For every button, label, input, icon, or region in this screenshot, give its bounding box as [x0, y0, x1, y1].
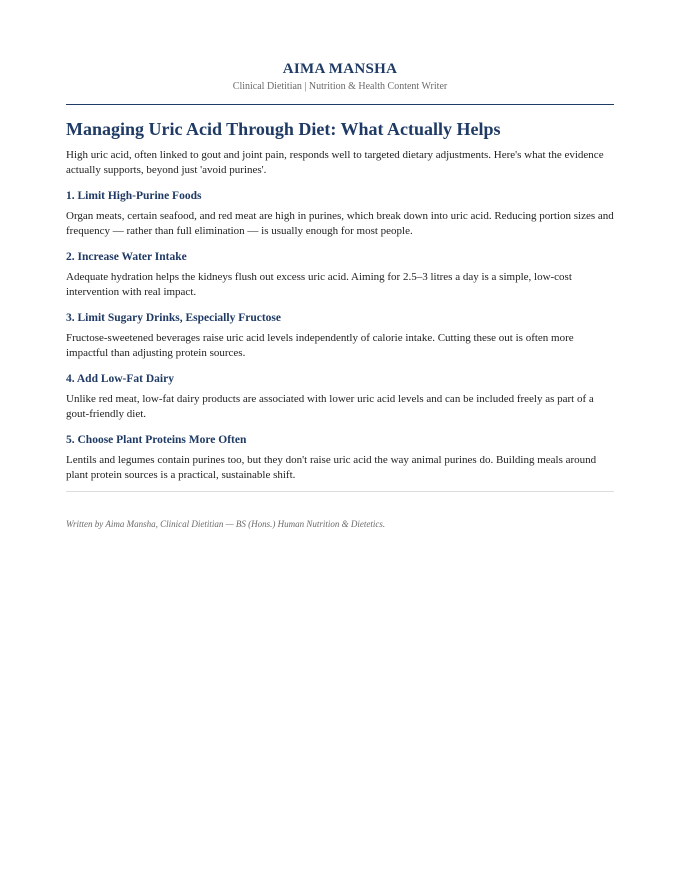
section-heading: 3. Limit Sugary Drinks, Especially Fructose — [66, 312, 281, 324]
document-page — [66, 0, 614, 530]
article-title: Managing Uric Acid Through Diet: What Actually Helps — [66, 119, 501, 139]
author-credit: Written by Aima Mansha, Clinical Dietitian — BS (Hons.) Human Nutrition & Dietetics. — [66, 519, 386, 529]
article-intro: High uric acid, often linked to gout and joint pain, responds well to targeted dietary adjustments. Here's what the evidence actually supports, beyond just 'avoid purines'. — [66, 149, 604, 176]
section-4 — [66, 372, 614, 421]
author-name: AIMA MANSHA — [282, 61, 398, 77]
header-divider — [66, 104, 614, 105]
section-3 — [66, 311, 614, 360]
section-5 — [66, 433, 614, 482]
section-body: Lentils and legumes contain purines too, but they don't raise uric acid the way animal purines do. Building meals around plant protein sources is a practical, sustainable shift. — [66, 454, 597, 481]
section-heading: 4. Add Low-Fat Dairy — [66, 373, 174, 385]
section-1 — [66, 189, 614, 238]
section-heading: 2. Increase Water Intake — [66, 251, 187, 263]
section-body: Adequate hydration helps the kidneys flush out excess uric acid. Aiming for 2.5–3 litres a day is a simple, low-cost intervention with real impact. — [66, 271, 572, 298]
section-heading: 1. Limit High-Purine Foods — [66, 190, 202, 202]
section-body: Fructose-sweetened beverages raise uric acid levels independently of calorie intake. Cutting these out is often more impactful than adjusting protein sources. — [66, 332, 574, 359]
section-2 — [66, 250, 614, 299]
section-body: Unlike red meat, low-fat dairy products are associated with lower uric acid levels and can be included freely as part of a gout-friendly diet. — [66, 393, 594, 420]
author-subtitle: Clinical Dietitian | Nutrition & Health Content Writer — [232, 81, 448, 92]
section-body: Organ meats, certain seafood, and red meat are high in purines, which break down into uric acid. Reducing portion sizes and frequency — rather than full elimination — is usually enough for most people. — [66, 210, 614, 237]
page-header — [66, 0, 614, 94]
section-heading: 5. Choose Plant Proteins More Often — [66, 434, 247, 446]
footer-divider — [66, 491, 614, 492]
